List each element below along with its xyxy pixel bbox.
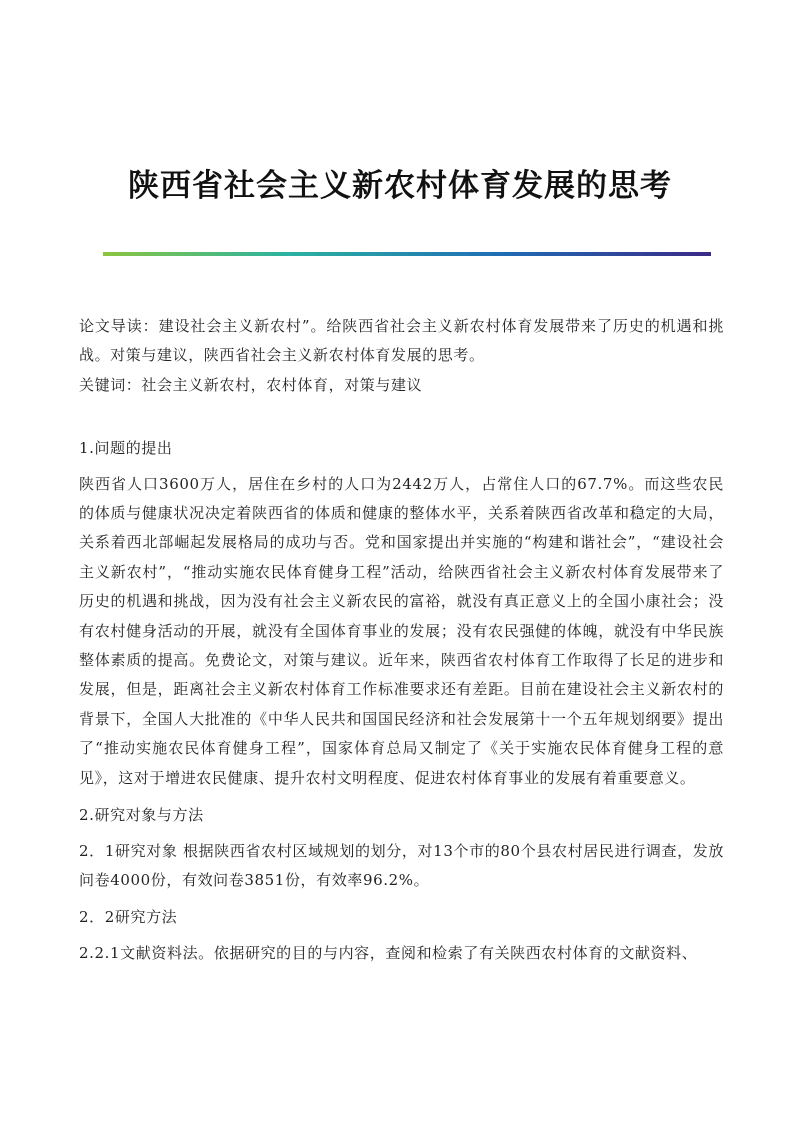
- section-2-1-paragraph: 2．1研究对象 根据陕西省农村区域规划的划分，对13个市的80个县农村居民进行调查，发放问卷4000份，有效问卷3851份，有效率96.2%。: [79, 841, 724, 889]
- document-body: [79, 312, 724, 974]
- keywords-text: 关键词：社会主义新农村，农村体育，对策与建议: [79, 375, 423, 394]
- title-divider: [103, 252, 711, 256]
- section-1-paragraph: 陕西省人口3600万人，居住在乡村的人口为2442万人，占常住人口的67.7%。而这些农民的体质与健康状况决定着陕西省的体质和健康的整体水平，关系着陕西省改革和稳定的大局，关系着西北部崛起发展格局的成功与否。党和国家提出并实施的“构建和谐社会”，“建设社会主义新农村”，“推动实施农民体育健身工程”活动，给陕西省社会主义新农村体育发展带来了历史的机遇和挑战，因为没有社会主义新农民的富裕，就没有真正意义上的全国小康社会；没有农村健身活动的开展，就没有全国体育事业的发展；没有农民强健的体魄，就没有中华民族整体素质的提高。免费论文，对策与建议。近年来，陕西省农村体育工作取得了长足的进步和发展，但是，距离社会主义新农村体育工作标准要求还有差距。目前在建设社会主义新农村的背景下，全国人大批准的《中华人民共和国国民经济和社会发展第十一个五年规划纲要》提出了“推动实施农民体育健身工程”，国家体育总局又制定了《关于实施农民体育健身工程的意见》，这对于增进农民健康、提升农村文明程度、促进农村体育事业的发展有着重要意义。: [79, 474, 724, 787]
- section-2-2-1-paragraph: 2.2.1文献资料法。依据研究的目的与内容，查阅和检索了有关陕西农村体育的文献资料、: [79, 943, 698, 962]
- document-title: 陕西省社会主义新农村体育发展的思考: [128, 168, 672, 204]
- abstract-text: 论文导读：建设社会主义新农村”。给陕西省社会主义新农村体育发展带来了历史的机遇和挑战。对策与建议，陕西省社会主义新农村体育发展的思考。: [79, 317, 724, 365]
- section-2-heading: 2.研究对象与方法: [79, 806, 204, 825]
- section-1-heading: 1.问题的提出: [79, 439, 173, 458]
- section-2-2-heading: 2．2研究方法: [79, 908, 178, 927]
